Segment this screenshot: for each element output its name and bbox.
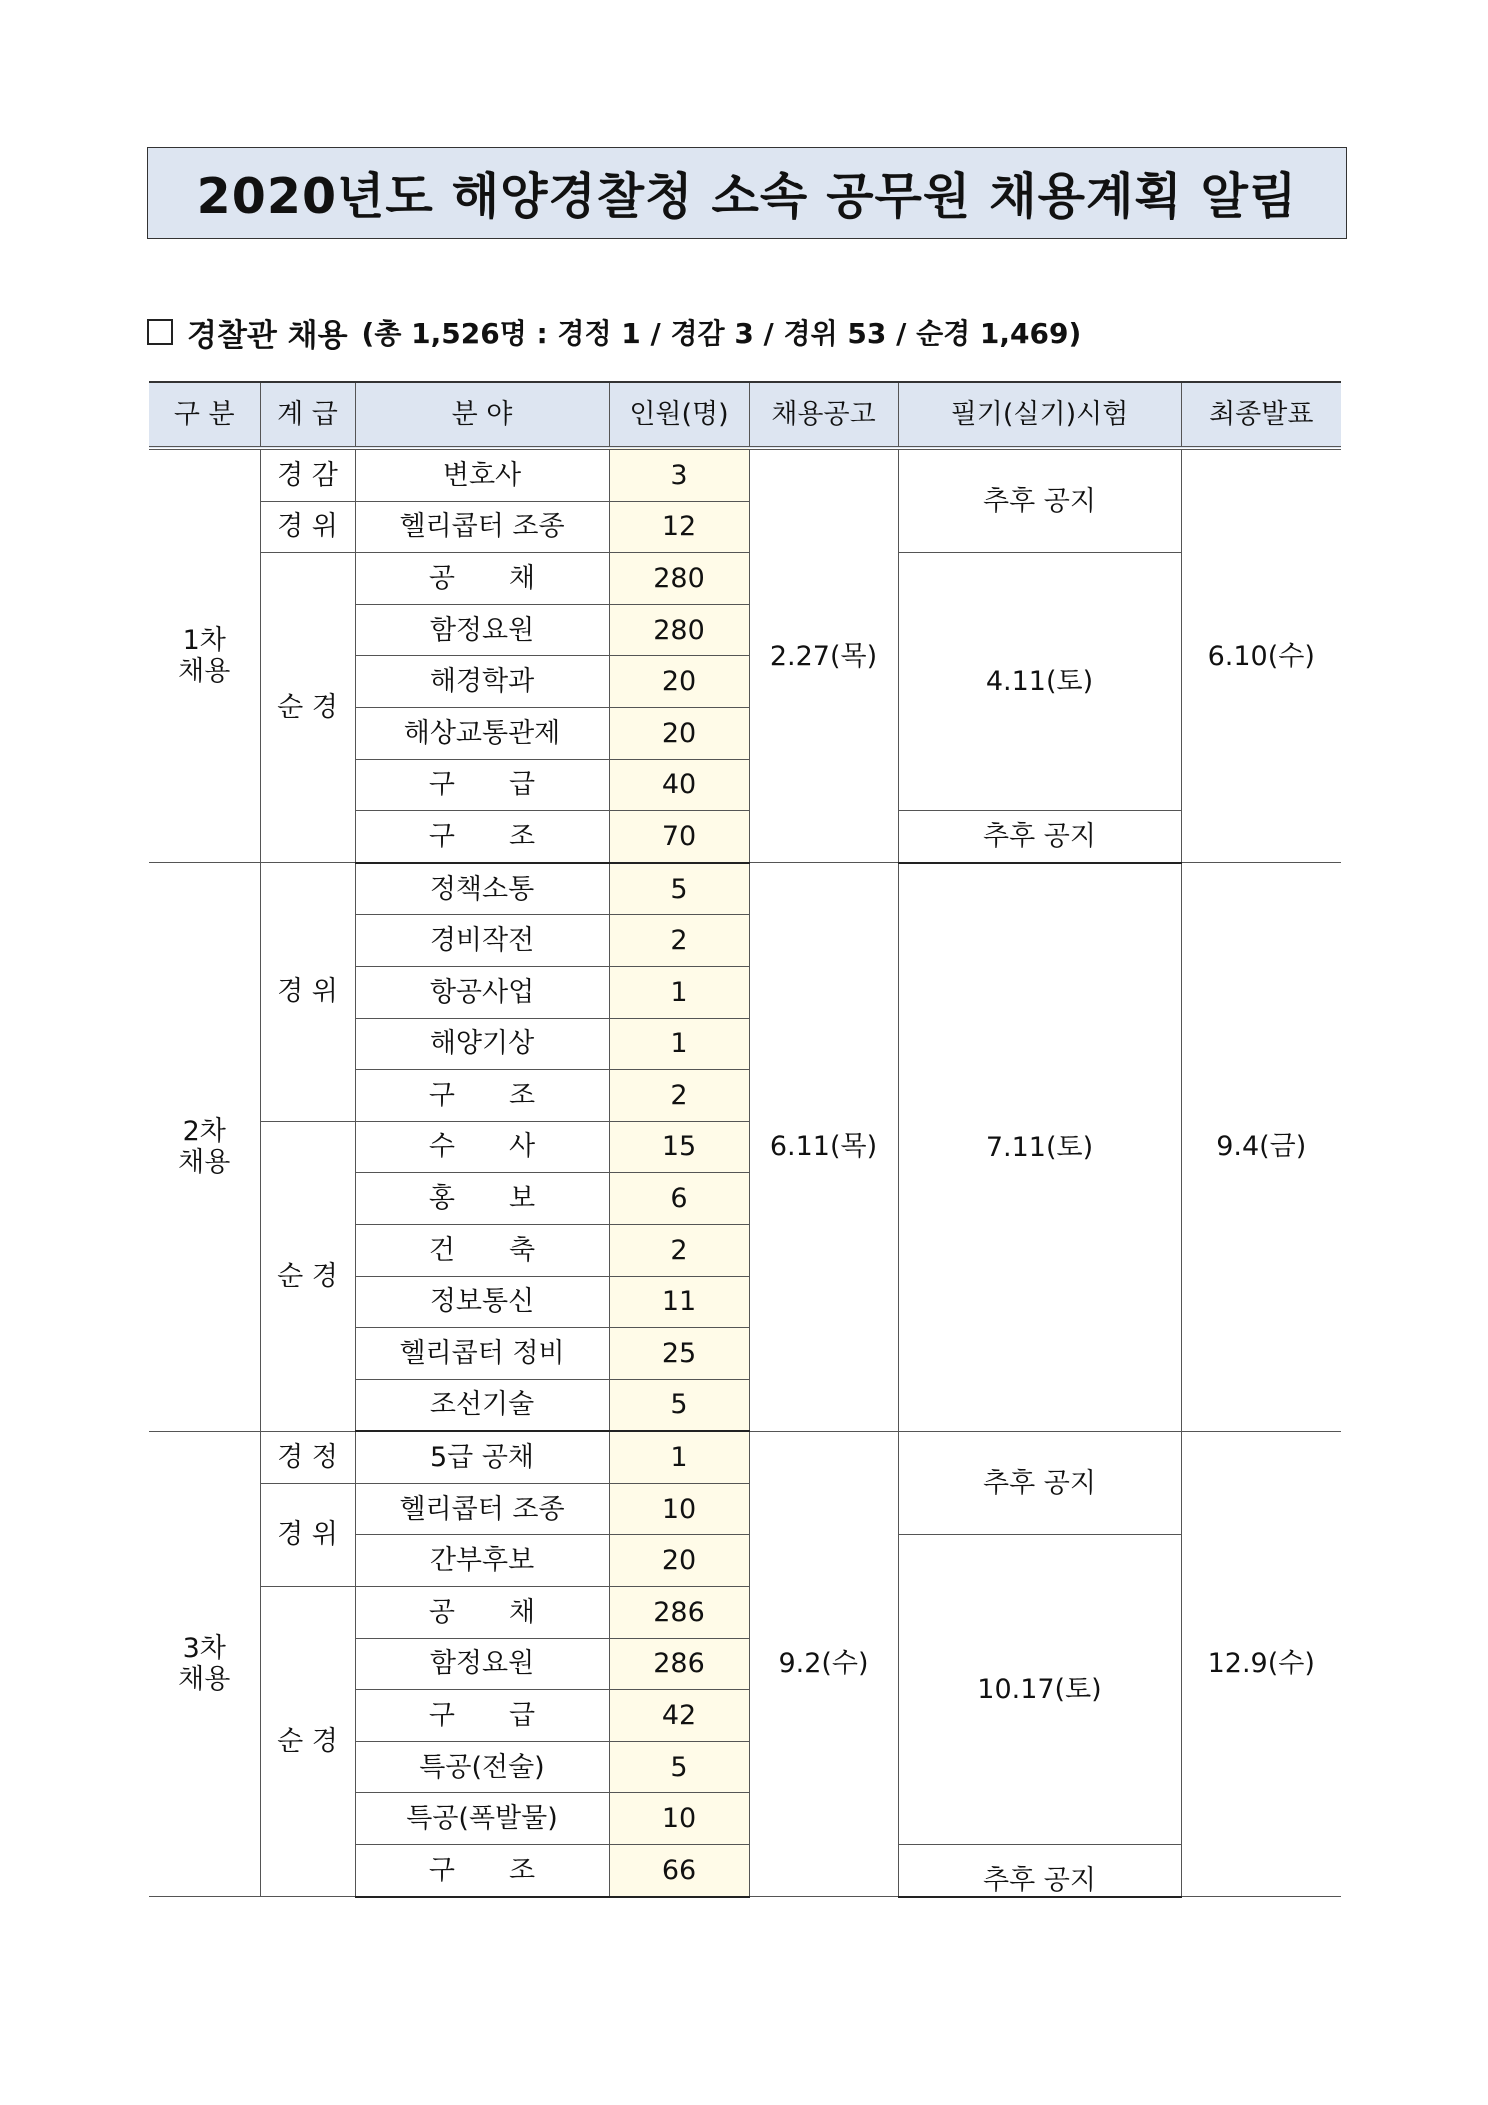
field-cell: 변호사	[355, 448, 609, 501]
final-date: 9.4(금)	[1181, 863, 1341, 1432]
count-cell: 6	[609, 1173, 749, 1225]
rank-cell: 순 경	[260, 1587, 355, 1897]
exam-date: 4.11(토)	[898, 553, 1181, 811]
table-row	[149, 863, 1341, 915]
count-cell: 1	[609, 966, 749, 1018]
section-title: 경찰관 채용	[187, 317, 348, 354]
count-cell: 5	[609, 1741, 749, 1793]
exam-date: 10.17(토)	[898, 1535, 1181, 1845]
count-cell: 5	[609, 863, 749, 915]
rank-cell: 경 위	[260, 501, 355, 553]
field-cell: 홍 보	[355, 1173, 609, 1225]
rank-cell: 순 경	[260, 1121, 355, 1431]
count-cell: 10	[609, 1483, 749, 1535]
field-cell: 경비작전	[355, 915, 609, 967]
count-cell: 42	[609, 1690, 749, 1742]
field-cell: 항공사업	[355, 966, 609, 1018]
exam-tbd: 추후 공지	[898, 1431, 1181, 1535]
table-row	[149, 553, 1341, 605]
field-cell: 특공(폭발물)	[355, 1793, 609, 1845]
exam-tbd: 추후 공지	[898, 1845, 1181, 1897]
field-cell: 해경학과	[355, 656, 609, 708]
exam-date: 7.11(토)	[898, 863, 1181, 1432]
final-date: 12.9(수)	[1181, 1431, 1341, 1896]
field-cell: 구 조	[355, 811, 609, 863]
field-cell: 5급 공채	[355, 1431, 609, 1483]
count-cell: 2	[609, 1070, 749, 1122]
recruitment-plan-table	[149, 381, 1341, 1898]
rank-cell: 경 위	[260, 863, 355, 1121]
count-cell: 1	[609, 1431, 749, 1483]
count-cell: 20	[609, 1535, 749, 1587]
count-cell: 12	[609, 501, 749, 553]
field-cell: 공 채	[355, 1587, 609, 1639]
final-date: 6.10(수)	[1181, 448, 1341, 863]
count-cell: 286	[609, 1638, 749, 1690]
field-cell: 간부후보	[355, 1535, 609, 1587]
field-cell: 특공(전술)	[355, 1741, 609, 1793]
count-cell: 5	[609, 1379, 749, 1431]
field-cell: 구 급	[355, 1690, 609, 1742]
count-cell: 25	[609, 1328, 749, 1380]
field-cell: 해상교통관제	[355, 707, 609, 759]
header-exam: 필기(실기)시험	[898, 382, 1181, 448]
count-cell: 20	[609, 707, 749, 759]
field-cell: 구 조	[355, 1845, 609, 1897]
count-cell: 20	[609, 656, 749, 708]
announcement-date: 6.11(목)	[749, 863, 898, 1432]
field-cell: 수 사	[355, 1121, 609, 1173]
field-cell: 정보통신	[355, 1276, 609, 1328]
count-cell: 70	[609, 811, 749, 863]
announcement-date: 2.27(목)	[749, 448, 898, 863]
table-row	[149, 448, 1341, 501]
header-category: 구 분	[149, 382, 260, 448]
round-3-label: 3차 채용	[149, 1431, 260, 1896]
section-heading	[147, 308, 1081, 356]
table-header-row	[149, 382, 1341, 448]
count-cell: 1	[609, 1018, 749, 1070]
document-title: 2020년도 해양경찰청 소속 공무원 채용계획 알림	[196, 168, 1298, 225]
rank-cell: 경 감	[260, 448, 355, 501]
count-cell: 280	[609, 553, 749, 605]
header-announcement: 채용공고	[749, 382, 898, 448]
field-cell: 함정요원	[355, 1638, 609, 1690]
round-1-label: 1차 채용	[149, 448, 260, 863]
field-cell: 함정요원	[355, 604, 609, 656]
exam-tbd: 추후 공지	[898, 448, 1181, 553]
rank-cell: 경 위	[260, 1483, 355, 1586]
field-cell: 구 조	[355, 1070, 609, 1122]
section-summary: (총 1,526명 : 경정 1 / 경감 3 / 경위 53 / 순경 1,469)	[361, 317, 1082, 350]
count-cell: 11	[609, 1276, 749, 1328]
checkbox-icon	[147, 319, 173, 345]
field-cell: 공 채	[355, 553, 609, 605]
header-rank: 계 급	[260, 382, 355, 448]
field-cell: 헬리콥터 조종	[355, 501, 609, 553]
count-cell: 286	[609, 1587, 749, 1639]
count-cell: 40	[609, 759, 749, 811]
rank-cell: 경 정	[260, 1431, 355, 1483]
field-cell: 해양기상	[355, 1018, 609, 1070]
field-cell: 정책소통	[355, 863, 609, 915]
count-cell: 280	[609, 604, 749, 656]
count-cell: 10	[609, 1793, 749, 1845]
count-cell: 15	[609, 1121, 749, 1173]
exam-tbd: 추후 공지	[898, 811, 1181, 863]
field-cell: 헬리콥터 조종	[355, 1483, 609, 1535]
field-cell: 헬리콥터 정비	[355, 1328, 609, 1380]
table-row	[149, 1431, 1341, 1483]
header-count: 인원(명)	[609, 382, 749, 448]
rank-cell: 순 경	[260, 553, 355, 863]
field-cell: 건 축	[355, 1224, 609, 1276]
document-title-box	[147, 147, 1347, 239]
count-cell: 66	[609, 1845, 749, 1897]
field-cell: 구 급	[355, 759, 609, 811]
header-field: 분 야	[355, 382, 609, 448]
header-final: 최종발표	[1181, 382, 1341, 448]
round-2-label: 2차 채용	[149, 863, 260, 1432]
field-cell: 조선기술	[355, 1379, 609, 1431]
count-cell: 2	[609, 1224, 749, 1276]
count-cell: 3	[609, 448, 749, 501]
announcement-date: 9.2(수)	[749, 1431, 898, 1896]
count-cell: 2	[609, 915, 749, 967]
